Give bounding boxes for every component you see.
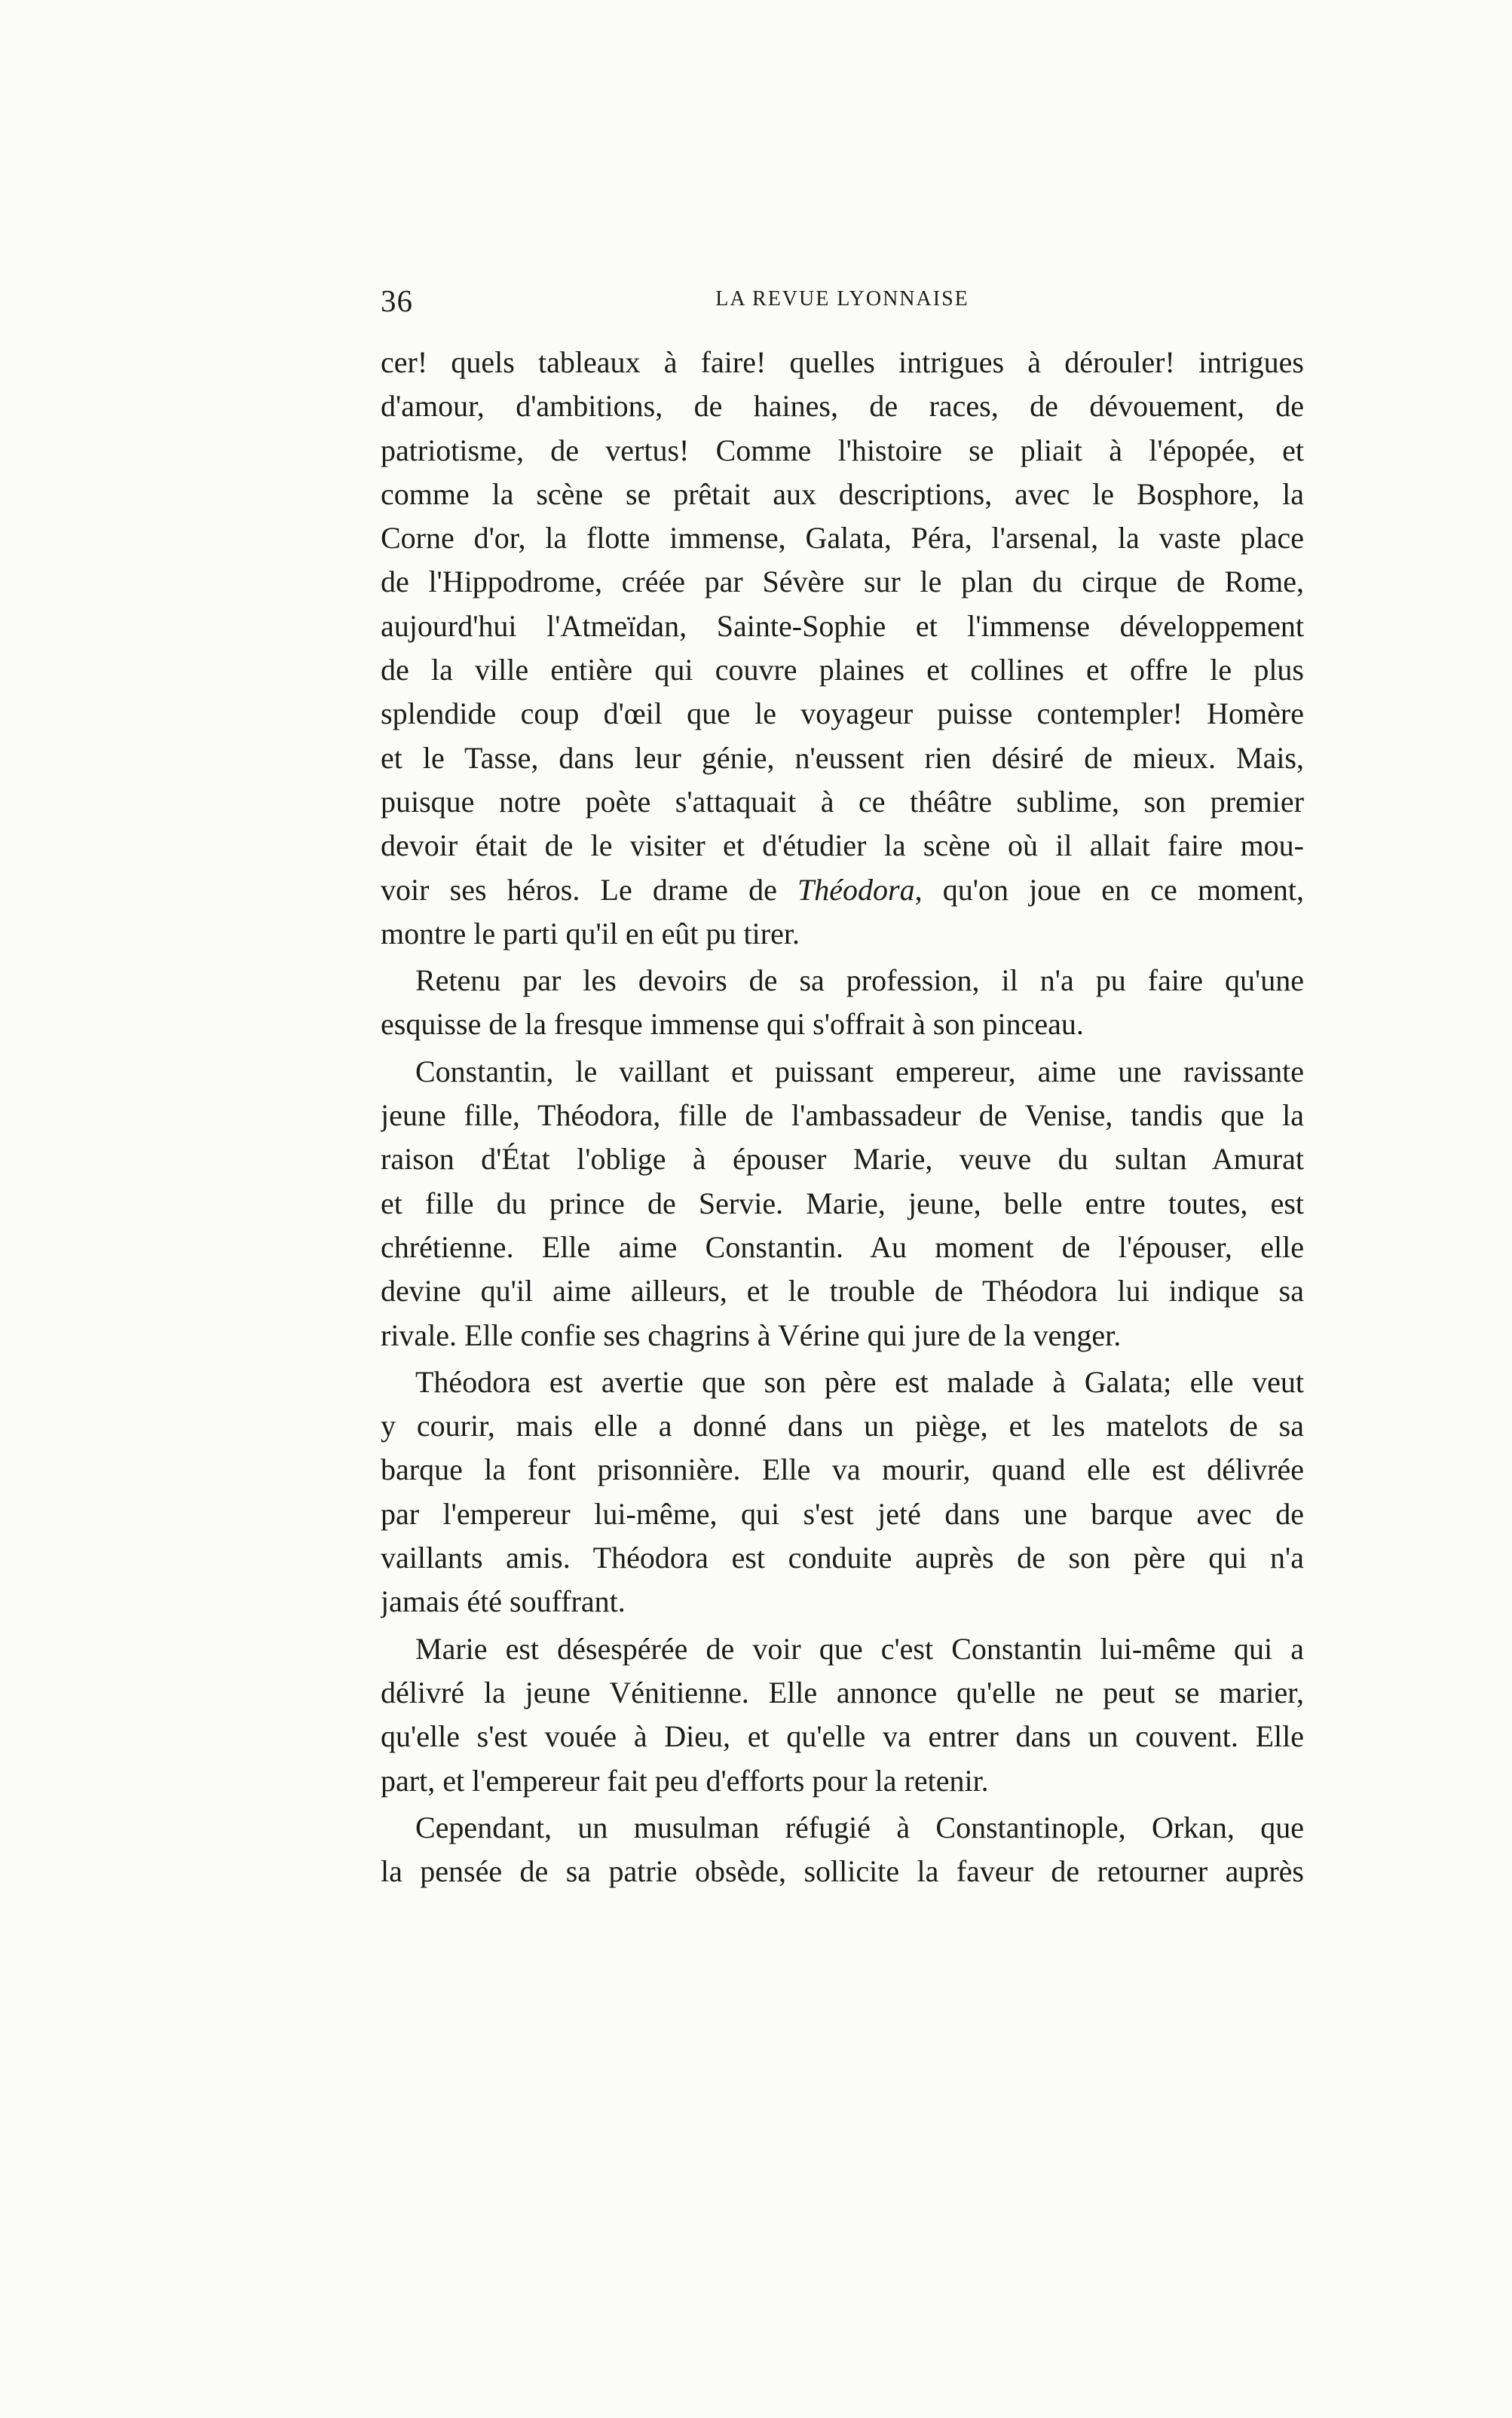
text-line: cer! quels tableaux à faire! quelles intrigues à dérouler! intrigues xyxy=(381,345,1304,379)
text-line: esquisse de la fresque immense qui s'offrait à son pinceau. xyxy=(381,1007,1084,1042)
text-fragment: , qu'on joue en ce moment, xyxy=(914,872,1304,907)
text-line: splendide coup d'œil que le voyageur puisse contempler! Homère xyxy=(381,696,1304,731)
text-line: patriotisme, de vertus! Comme l'histoire se pliait à l'épopée, et xyxy=(381,433,1304,467)
text-line: Constantin, le vaillant et puissant empereur, aime une ravissante xyxy=(415,1054,1304,1088)
text-fragment: voir ses héros. Le drame de xyxy=(381,872,798,907)
text-line: de la ville entière qui couvre plaines et collines et offre le plus xyxy=(381,653,1304,687)
text-line: Théodora est avertie que son père est malade à Galata; elle veut xyxy=(415,1364,1304,1399)
text-line: la pensée de sa patrie obsède, sollicite la faveur de retourner auprès xyxy=(381,1854,1304,1889)
text-line: comme la scène se prêtait aux descriptions, avec le Bosphore, la xyxy=(381,476,1304,511)
text-line: Marie est désespérée de voir que c'est Constantin lui-même qui a xyxy=(415,1631,1304,1666)
text-line: rivale. Elle confie ses chagrins à Vérine qui jure de la venger. xyxy=(381,1318,1122,1352)
text-line: puisque notre poète s'attaquait à ce théâtre sublime, son premier xyxy=(381,784,1304,819)
text-line: Retenu par les devoirs de sa profession, il n'a pu faire qu'une xyxy=(415,963,1304,998)
text-line: raison d'État l'oblige à épouser Marie, veuve du sultan Amurat xyxy=(381,1142,1304,1177)
text-line: et fille du prince de Servie. Marie, jeune, belle entre toutes, est xyxy=(381,1186,1304,1220)
running-head xyxy=(381,283,1304,328)
text-line: qu'elle s'est vouée à Dieu, et qu'elle va entrer dans un couvent. Elle xyxy=(381,1719,1304,1754)
paragraph xyxy=(381,1806,1304,1894)
text-line: montre le parti qu'il en eût pu tirer. xyxy=(381,916,800,950)
body-text xyxy=(381,341,1304,1896)
text-line: par l'empereur lui-même, qui s'est jeté dans une barque avec de xyxy=(381,1496,1304,1531)
text-line: jeune fille, Théodora, fille de l'ambassadeur de Venise, tandis que la xyxy=(381,1098,1304,1133)
text-line: devine qu'il aime ailleurs, et le trouble de Théodora lui indique sa xyxy=(381,1274,1304,1308)
text-line: jamais été souffrant. xyxy=(381,1584,626,1619)
text-line-with-title xyxy=(381,868,1304,912)
text-line: devoir était de le visiter et d'étudier la scène où il allait faire mou- xyxy=(381,828,1304,863)
text-line: aujourd'hui l'Atmeïdan, Sainte-Sophie et l'immense développement xyxy=(381,608,1304,643)
paragraph xyxy=(381,1627,1304,1803)
play-title: Théodora xyxy=(797,872,915,907)
text-line: délivré la jeune Vénitienne. Elle annonce qu'elle ne peut se marier, xyxy=(381,1675,1304,1709)
text-line: et le Tasse, dans leur génie, n'eussent rien désiré de mieux. Mais, xyxy=(381,740,1304,775)
text-line: vaillants amis. Théodora est conduite auprès de son père qui n'a xyxy=(381,1541,1304,1575)
text-line: y courir, mais elle a donné dans un piège, et les matelots de sa xyxy=(381,1409,1304,1443)
page-number: 36 xyxy=(381,283,413,318)
paragraph xyxy=(381,1361,1304,1624)
paragraph xyxy=(381,959,1304,1047)
paragraph xyxy=(381,1050,1304,1357)
text-line: part, et l'empereur fait peu d'efforts pour la retenir. xyxy=(381,1763,989,1798)
text-line: chrétienne. Elle aime Constantin. Au moment de l'épouser, elle xyxy=(381,1229,1304,1264)
text-line: de l'Hippodrome, créée par Sévère sur le plan du cirque de Rome, xyxy=(381,565,1304,599)
text-line: Corne d'or, la flotte immense, Galata, Péra, l'arsenal, la vaste place xyxy=(381,521,1304,556)
text-line: Cependant, un musulman réfugié à Constantinople, Orkan, que xyxy=(415,1810,1304,1844)
text-line: barque la font prisonnière. Elle va mourir, quand elle est délivrée xyxy=(381,1452,1304,1487)
text-line: d'amour, d'ambitions, de haines, de races, de dévouement, de xyxy=(381,389,1304,424)
journal-title: LA REVUE LYONNAISE xyxy=(715,287,969,311)
paragraph xyxy=(381,341,1304,956)
